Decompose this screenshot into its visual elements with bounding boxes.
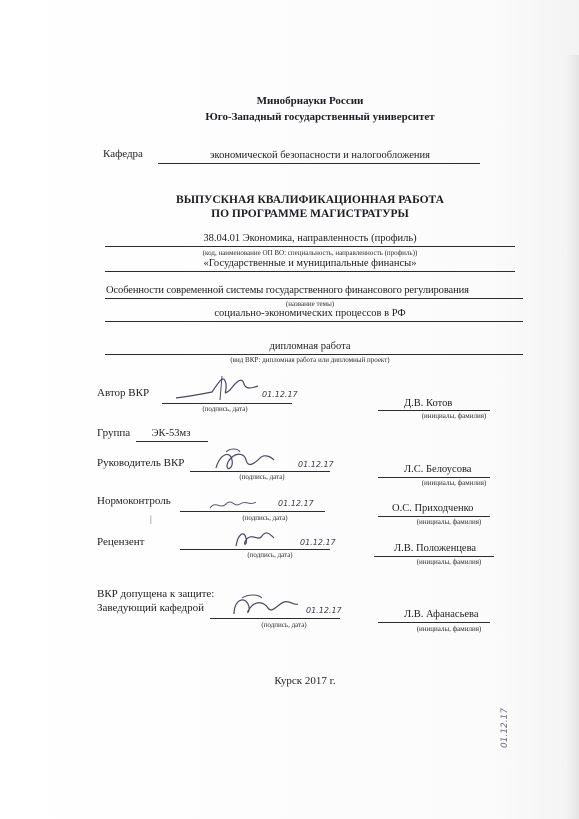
- page-edge-shadow: [565, 55, 579, 819]
- specialty-caption: (код, наименование ОП ВО: специальность, направленность (профиль)): [202, 249, 418, 257]
- head-date: 01.12.17: [306, 606, 342, 615]
- supervisor-name-caption: (инициалы, фамилия): [421, 479, 487, 487]
- normcontrol-label: Нормоконтроль: [97, 495, 171, 507]
- group-underline: [136, 441, 208, 442]
- specialty-profile: «Государственные и муниципальные финансы»: [203, 258, 417, 269]
- work-title-line1: ВЫПУСКНАЯ КВАЛИФИКАЦИОННАЯ РАБОТА: [176, 194, 444, 206]
- normcontrol-mark: |: [150, 514, 152, 524]
- normcontrol-name: О.С. Приходченко: [392, 503, 474, 514]
- normcontrol-name-underline: [378, 516, 490, 517]
- normcontrol-date: 01.12.17: [278, 499, 314, 508]
- normcontrol-signature: [206, 494, 266, 516]
- group-value: ЭК-53мз: [151, 428, 191, 439]
- author-signature: [172, 370, 262, 406]
- author-sign-caption: (подпись, дата): [202, 405, 248, 413]
- work-type-caption: (вид ВКР: дипломная работа или дипломный проект): [230, 356, 390, 364]
- department-value: экономической безопасности и налогообложения: [210, 150, 430, 161]
- supervisor-name: Л.С. Белоусова: [404, 464, 472, 475]
- group-label: Группа: [97, 427, 131, 439]
- department-underline: [158, 163, 480, 164]
- city-year: Курск 2017 г.: [274, 675, 336, 687]
- author-name-underline: [378, 410, 490, 411]
- topic-line1: Особенности современной системы государственного финансового регулирования: [106, 285, 469, 296]
- supervisor-name-underline: [378, 477, 490, 478]
- normcontrol-sign-caption: (подпись, дата): [242, 514, 288, 522]
- reviewer-name-underline: [374, 556, 494, 557]
- work-type-underline: [105, 354, 523, 355]
- author-name: Д.В. Котов: [404, 398, 453, 409]
- topic-caption: (название темы): [285, 300, 335, 308]
- reviewer-sign-caption: (подпись, дата): [247, 551, 293, 559]
- university-name: Юго-Западный государственный университет: [205, 111, 435, 123]
- head-of-department-label: Заведующий кафедрой: [97, 602, 204, 614]
- normcontrol-sign-underline: [180, 511, 325, 512]
- specialty-code: 38.04.01 Экономика, направленность (профиль): [203, 233, 417, 244]
- head-name-caption: (инициалы, фамилия): [416, 625, 482, 633]
- author-sign-underline: [162, 403, 292, 404]
- topic-underline-2: [105, 321, 523, 322]
- topic-line2: социально-экономических процессов в РФ: [214, 308, 406, 319]
- profile-underline: [105, 271, 515, 272]
- reviewer-label: Рецензент: [97, 536, 145, 548]
- author-date: 01.12.17: [262, 390, 298, 399]
- head-sign-underline: [210, 618, 340, 619]
- margin-handwritten-date: 01.12.17: [500, 707, 510, 748]
- reviewer-date: 01.12.17: [300, 538, 336, 547]
- normcontrol-name-caption: (инициалы, фамилия): [416, 518, 482, 526]
- admission-label: ВКР допущена к защите:: [97, 588, 215, 600]
- topic-underline-1: [105, 298, 523, 299]
- supervisor-label: Руководитель ВКР: [97, 457, 185, 469]
- ministry-name: Минобрнауки России: [256, 95, 364, 107]
- reviewer-sign-underline: [180, 549, 330, 550]
- head-sign-caption: (подпись, дата): [261, 621, 307, 629]
- head-name-underline: [378, 622, 490, 623]
- work-title-line2: ПО ПРОГРАММЕ МАГИСТРАТУРЫ: [211, 208, 409, 220]
- supervisor-date: 01.12.17: [298, 460, 334, 469]
- head-name: Л.В. Афанасьева: [404, 609, 479, 620]
- supervisor-sign-underline: [190, 471, 330, 472]
- supervisor-sign-caption: (подпись, дата): [239, 473, 285, 481]
- author-label: Автор ВКР: [97, 387, 150, 399]
- specialty-underline: [105, 246, 515, 247]
- reviewer-name: Л.В. Положенцева: [394, 543, 477, 554]
- work-type-value: дипломная работа: [269, 341, 351, 352]
- reviewer-name-caption: (инициалы, фамилия): [416, 558, 482, 566]
- department-label: Кафедра: [103, 148, 143, 160]
- author-name-caption: (инициалы, фамилия): [421, 412, 487, 420]
